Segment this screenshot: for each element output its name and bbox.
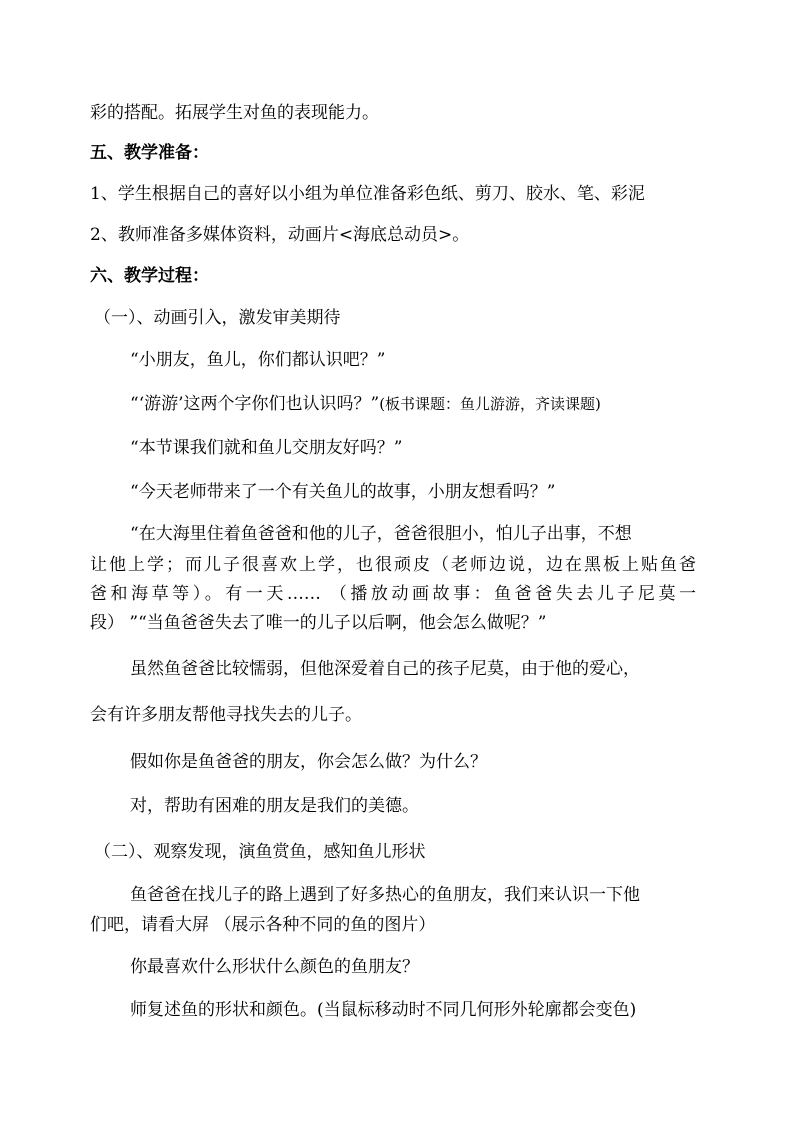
text-line: “今天老师带来了一个有关鱼儿的故事，小朋友想看吗？” [130, 482, 556, 502]
text-line: 2、教师准备多媒体资料，动画片<海底总动员>。 [90, 225, 470, 245]
text-line: “小朋友，鱼儿，你们都认识吧？” [130, 350, 386, 370]
text-line: 师复述鱼的形状和颜色。(当鼠标移动时不同几何形外轮廓都会变色) [130, 1000, 637, 1020]
text-line: 鱼爸爸在找儿子的路上遇到了好多热心的鱼朋友，我们来认识一下他 [130, 885, 640, 905]
section-heading: 六、教学过程： [90, 266, 209, 286]
subsection-heading: （二）、观察发现，演鱼赏鱼，感知鱼儿形状 [94, 842, 426, 862]
text-line: “在大海里住着鱼爸爸和他的儿子，爸爸很胆小，怕儿子出事，不想 [130, 524, 632, 544]
text-line-mixed [130, 392, 601, 416]
text-line: 你最喜欢什么形状什么颜色的鱼朋友？ [130, 957, 419, 977]
subsection-heading: （一）、动画引入，激发审美期待 [94, 308, 341, 328]
section-heading: 五、教学准备： [90, 143, 209, 163]
text-line: “本节课我们就和鱼儿交朋友好吗？” [130, 438, 403, 458]
annotation-text: (板书课题：鱼儿游游，齐读课题) [379, 395, 601, 413]
text-line: 们吧，请看大屏 （展示各种不同的鱼的图片） [90, 915, 436, 935]
text-line: 虽然鱼爸爸比较懦弱，但他深爱着自己的孩子尼莫，由于他的爱心， [130, 659, 640, 679]
dialogue-text: “‘游游’这两个字你们也认识吗？” [130, 394, 380, 414]
text-line: 爸和海草等）。有一天…… （播放动画故事：鱼爸爸失去儿子尼莫一 [90, 584, 696, 604]
text-line: 彩的搭配。拓展学生对鱼的表现能力。 [90, 103, 379, 123]
text-line: 会有许多朋友帮他寻找失去的儿子。 [90, 705, 362, 725]
text-line: 假如你是鱼爸爸的朋友，你会怎么做？为什么？ [130, 752, 487, 772]
text-line: 段） ”“当鱼爸爸失去了唯一的儿子以后啊，他会怎么做呢？” [90, 613, 547, 633]
text-line: 让他上学；而儿子很喜欢上学，也很顽皮（老师边说，边在黑板上贴鱼爸 [90, 555, 696, 575]
text-line: 对，帮助有困难的朋友是我们的美德。 [130, 796, 419, 816]
text-line: 1、学生根据自己的喜好以小组为单位准备彩色纸、剪刀、胶水、笔、彩泥 [90, 184, 645, 204]
